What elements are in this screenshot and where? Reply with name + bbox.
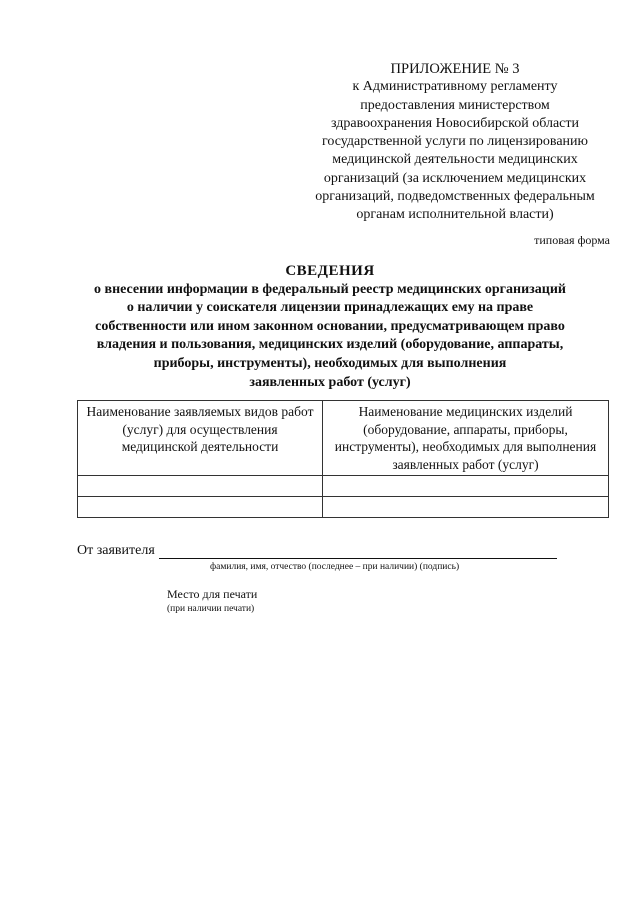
signature-line [77, 543, 557, 559]
title-main: СВЕДЕНИЯ [285, 263, 375, 279]
title-line: владения и пользования, медицинских изделий (оборудование, аппараты, [96, 337, 564, 353]
table-header-row [78, 401, 609, 476]
appendix-line: здравоохранения Новосибирской области [330, 115, 579, 131]
table-row [78, 497, 609, 518]
table-row [78, 476, 609, 497]
document-title [70, 262, 590, 392]
stamp-note: (при наличии печати) [167, 604, 255, 614]
appendix-line: организаций, подведомственных федеральным [315, 189, 595, 205]
appendix-line: предоставления министерством [360, 97, 550, 113]
appendix-line: организаций (за исключением медицинских [323, 170, 587, 186]
signature-label: От заявителя [77, 543, 155, 558]
table-cell[interactable] [323, 476, 609, 497]
appendix-line: органам исполнительной власти) [356, 207, 554, 223]
equipment-table [77, 400, 609, 518]
table-cell[interactable] [323, 497, 609, 518]
title-line: собственности или ином законном основании, предусматривающем право [95, 318, 565, 334]
header-devices: Наименование медицинских изделий (оборудование, аппараты, приборы, инструменты), необходимых для выполнения заявленных работ (услуг) [323, 401, 609, 476]
appendix-line: к Административному регламенту [352, 79, 558, 95]
title-line: приборы, инструменты), необходимых для выполнения [153, 355, 507, 371]
title-line: о наличии у соискателя лицензии принадлежащих ему на праве [126, 300, 534, 316]
form-type-label: типовая форма [534, 233, 610, 247]
signature-field[interactable] [159, 544, 557, 559]
header-services: Наименование заявляемых видов работ (услуг) для осуществления медицинской деятельности [78, 401, 323, 476]
appendix-line: медицинской деятельности медицинских [332, 152, 578, 168]
stamp-block [167, 587, 257, 617]
stamp-label: Место для печати [167, 587, 258, 601]
table-cell[interactable] [78, 497, 323, 518]
appendix-heading: ПРИЛОЖЕНИЕ № 3 [390, 61, 520, 77]
title-line: о внесении информации в федеральный реестр медицинских организаций [94, 281, 566, 297]
title-line: заявленных работ (услуг) [249, 374, 411, 390]
appendix-line: государственной услуги по лицензированию [322, 134, 588, 150]
appendix-block [300, 60, 610, 225]
signature-caption: фамилия, имя, отчество (последнее – при наличии) (подпись) [210, 562, 460, 572]
table-cell[interactable] [78, 476, 323, 497]
